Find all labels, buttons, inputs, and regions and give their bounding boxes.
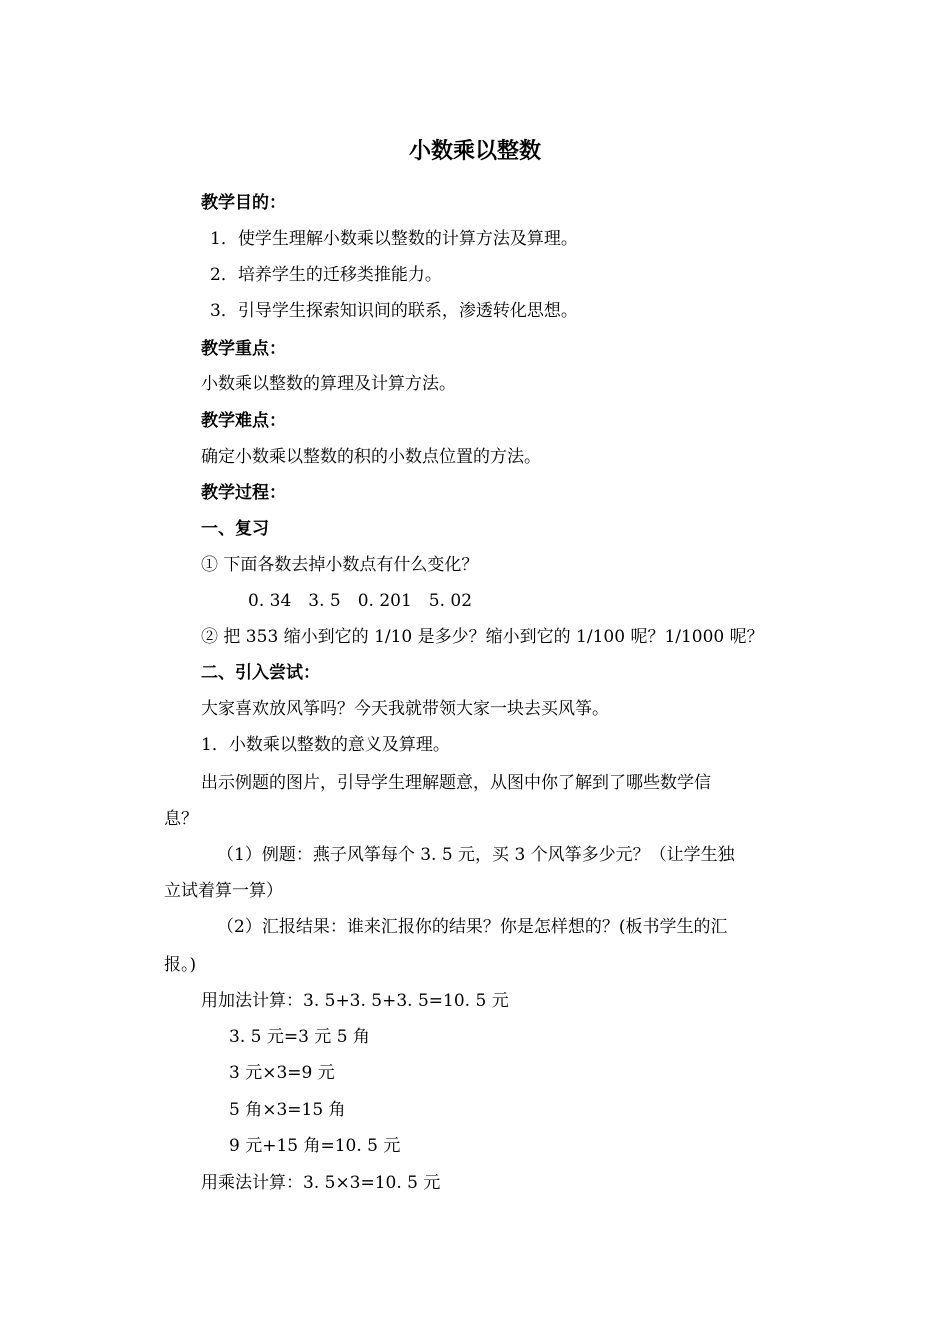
- addition-calculation: 用加法计算：3. 5+3. 5+3. 5=10. 5 元: [201, 991, 509, 1011]
- example-problem-line-2: 立试着算一算）: [164, 881, 283, 901]
- objective-item-2: 2．培养学生的迁移类推能力。: [210, 265, 442, 285]
- section-heading-key-point: 教学重点：: [201, 339, 286, 359]
- calculation-step-4: 9 元+15 角=10. 5 元: [229, 1136, 401, 1156]
- paragraph-show-example-line-2: 息？: [164, 809, 198, 829]
- subsection-heading-introduction: 二、引入尝试：: [201, 663, 320, 683]
- report-result-line-2: 报。): [164, 955, 197, 975]
- document-title: 小数乘以整数: [408, 139, 541, 164]
- multiplication-calculation: 用乘法计算：3. 5×3=10. 5 元: [201, 1173, 441, 1193]
- calculation-step-3: 5 角×3=15 角: [229, 1100, 346, 1120]
- calculation-step-1: 3. 5 元=3 元 5 角: [229, 1027, 370, 1047]
- topic-heading-meaning: 1．小数乘以整数的意义及算理。: [201, 735, 450, 755]
- difficulty-text: 确定小数乘以整数的积的小数点位置的方法。: [201, 447, 541, 467]
- objective-item-1: 1．使学生理解小数乘以整数的计算方法及算理。: [210, 229, 578, 249]
- calculation-step-2: 3 元×3=9 元: [229, 1063, 335, 1083]
- paragraph-show-example-line-1: 出示例题的图片，引导学生理解题意，从图中你了解到了哪些数学信: [201, 773, 711, 793]
- section-heading-difficulty: 教学难点：: [201, 411, 286, 431]
- section-heading-process: 教学过程：: [201, 483, 286, 503]
- introduction-text: 大家喜欢放风筝吗？今天我就带领大家一块去买风筝。: [201, 699, 609, 719]
- review-question-2: ② 把 353 缩小到它的 1/10 是多少？缩小到它的 1/100 呢？1/1000 呢？: [201, 627, 764, 647]
- section-heading-objectives: 教学目的：: [201, 193, 286, 213]
- example-problem-line-1: （1）例题：燕子风筝每个 3. 5 元，买 3 个风筝多少元？（让学生独: [217, 845, 735, 865]
- review-numbers: 0. 34 3. 5 0. 201 5. 02: [248, 591, 473, 611]
- subsection-heading-review: 一、复习: [201, 519, 269, 539]
- objective-item-3: 3．引导学生探索知识间的联系，渗透转化思想。: [210, 301, 578, 321]
- report-result-line-1: （2）汇报结果：谁来汇报你的结果？你是怎样想的？(板书学生的汇: [217, 917, 728, 937]
- key-point-text: 小数乘以整数的算理及计算方法。: [201, 374, 456, 394]
- review-question-1: ① 下面各数去掉小数点有什么变化？: [201, 555, 479, 575]
